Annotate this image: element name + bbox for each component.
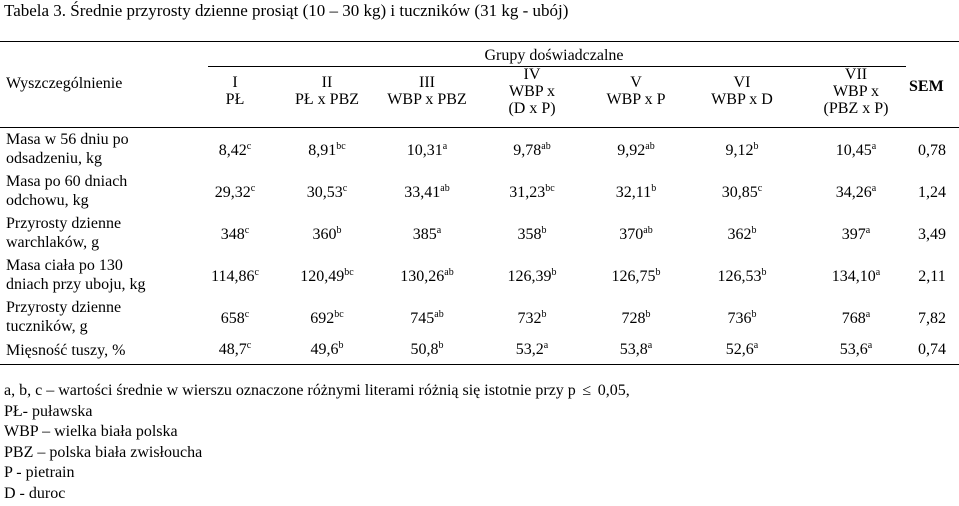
significance-letter: ab [643, 225, 653, 236]
sem-value: 7,82 [918, 310, 946, 327]
significance-letter: c [244, 309, 250, 320]
table-cell [313, 226, 342, 244]
table-cell [307, 184, 347, 202]
row-label [6, 256, 146, 294]
footnote-wbp: WBP – wielka biała polska [4, 423, 178, 440]
table-cell [616, 184, 656, 202]
cell-value: 114,86 [211, 268, 255, 285]
footnote-pl: PŁ- puławska [4, 402, 93, 420]
cell-value: 30,85 [721, 184, 758, 201]
cell-value: 130,26 [400, 268, 445, 285]
cell-value: 126,39 [507, 268, 552, 285]
row-label [6, 298, 121, 336]
significance-letter: ab [541, 141, 551, 152]
cell-value: 53,8 [619, 341, 648, 358]
cell-value: 53,6 [839, 341, 868, 358]
group-header-4-line2: WBP x [508, 83, 556, 100]
cell-value: 8,91 [308, 142, 337, 159]
significance-letter: c [246, 141, 252, 152]
cell-value: 362 [727, 226, 752, 243]
table-cell [726, 341, 758, 359]
significance-letter: a [543, 340, 549, 351]
table-caption: Tabela 3. Średnie przyrosty dzienne prosiąt (10 – 30 kg) i tuczników (31 kg - ubój) [4, 1, 569, 20]
cell-value: 745 [410, 310, 435, 327]
table-cell [622, 310, 651, 328]
table-cell [411, 341, 444, 359]
significance-letter: a [871, 183, 877, 194]
cell-value: 34,26 [835, 184, 872, 201]
significance-letter: a [867, 340, 873, 351]
group-header-4-line1: IV [523, 66, 541, 83]
group-header-6-line1: VI [733, 74, 751, 91]
table-cell [221, 226, 249, 244]
significance-letter: a [436, 225, 442, 236]
cell-value: 9,12 [725, 142, 754, 159]
table-cell [836, 142, 876, 160]
row-label-label2: odsadzeniu, kg [6, 150, 102, 167]
group-header-4-line3: (D x P) [508, 100, 556, 117]
sem-value: 3,49 [918, 226, 946, 243]
group-header-5 [607, 74, 666, 108]
significance-letter: b [338, 340, 344, 351]
significance-letter: bc [545, 183, 555, 194]
group-header-1-line2: PŁ [225, 91, 245, 108]
table-cell [722, 184, 762, 202]
group-header-1-line1: I [232, 74, 238, 91]
group-header-2-line2: PŁ x PBZ [294, 91, 360, 108]
significance-letter: b [655, 267, 661, 278]
table-cell [842, 310, 870, 328]
cell-value: 33,41 [404, 184, 441, 201]
cell-value: 397 [841, 226, 866, 243]
sem-value: 1,24 [918, 184, 946, 201]
group-header-5-line2: WBP x P [606, 91, 666, 108]
less-equal-symbol: ≤ [582, 382, 592, 399]
table-cell [407, 142, 447, 160]
table-cell [410, 310, 443, 328]
footnotes [4, 381, 630, 504]
cell-value: 126,53 [717, 268, 762, 285]
table-cell [219, 142, 251, 160]
table-cell [726, 142, 759, 160]
table-cell [728, 226, 757, 244]
group-header-7-line2: WBP x [832, 83, 880, 100]
table-cell [840, 341, 872, 359]
significance-letter: b [551, 267, 557, 278]
significance-letter: a [647, 340, 653, 351]
cell-value: 358 [517, 226, 542, 243]
footnote-pbz: PBZ – polska biała zwisłoucha [4, 443, 203, 461]
table-cell [400, 268, 453, 286]
group-title-rule [208, 66, 906, 67]
significance-letter: c [244, 225, 250, 236]
table-top-rule [0, 41, 959, 42]
table-cell [413, 226, 441, 244]
row-label-label1: Przyrosty dzienne [6, 215, 122, 232]
cell-value: 50,8 [410, 341, 439, 358]
header-bottom-rule [0, 127, 959, 128]
significance-letter: a [875, 267, 881, 278]
significance-letter: c [246, 340, 252, 351]
group-header-6-line2: WBP x D [711, 91, 773, 108]
table-cell [832, 268, 880, 286]
table-cell [617, 142, 654, 160]
group-header-6 [711, 74, 773, 108]
cell-value: 9,92 [617, 142, 646, 159]
cell-value: 49,6 [310, 341, 339, 358]
group-header-3 [387, 74, 466, 108]
footnote-significance [4, 381, 630, 402]
cell-value: 126,75 [611, 268, 656, 285]
table-cell [300, 268, 353, 286]
cell-value: 348 [220, 226, 245, 243]
table-cell [221, 310, 249, 328]
table-cell [836, 184, 876, 202]
cell-value: 385 [412, 226, 437, 243]
cell-value: 692 [310, 310, 335, 327]
significance-letter: c [254, 267, 259, 278]
row-label-label2: tuczników, g [6, 318, 88, 335]
cell-value: 732 [517, 310, 542, 327]
significance-letter: ab [434, 309, 444, 320]
significance-letter: b [651, 183, 657, 194]
cell-value: 370 [619, 226, 644, 243]
row-label [6, 214, 121, 252]
footnote-d: D - duroc [4, 484, 66, 502]
cell-value: 29,32 [214, 184, 251, 201]
cell-value: 728 [621, 310, 646, 327]
sem-value: 0,74 [918, 341, 946, 358]
row-label-label1: Masa ciała po 130 [6, 257, 123, 274]
table-cell [310, 310, 343, 328]
group-header-2 [295, 74, 359, 108]
table-cell [513, 142, 550, 160]
cell-value: 10,45 [835, 142, 872, 159]
significance-letter: b [645, 309, 651, 320]
cell-value: 53,2 [515, 341, 544, 358]
row-header-label: Wyszczególnienie [6, 75, 123, 92]
significance-letter: a [442, 141, 448, 152]
cell-value: 768 [841, 310, 866, 327]
significance-letter: a [865, 309, 871, 320]
group-title: Grupy doświadczalne [484, 47, 624, 64]
row-label [6, 341, 125, 360]
significance-letter: b [336, 225, 342, 236]
group-header-3-line1: III [419, 74, 435, 91]
significance-letter: b [761, 267, 767, 278]
cell-value: 736 [727, 310, 752, 327]
row-label-label1: Przyrosty dzienne [6, 299, 122, 316]
group-header-7-line3: (PBZ x P) [823, 100, 889, 117]
group-header-3-line2: WBP x PBZ [387, 91, 467, 108]
group-header-2-line1: II [321, 74, 333, 91]
table-cell [211, 268, 259, 286]
row-label-label2: odchowu, kg [6, 192, 89, 209]
significance-letter: b [751, 225, 757, 236]
cell-value: 48,7 [218, 341, 247, 358]
significance-letter: b [541, 309, 547, 320]
significance-letter: b [753, 141, 759, 152]
table-cell [516, 341, 548, 359]
table-cell [509, 184, 554, 202]
sem-header: SEM [909, 78, 944, 95]
table-cell [219, 341, 251, 359]
table-cell [308, 142, 345, 160]
significance-letter: bc [334, 309, 344, 320]
significance-letter: bc [336, 141, 346, 152]
cell-value: 658 [220, 310, 245, 327]
group-header-5-line1: V [630, 74, 642, 91]
row-label-label2: dniach przy uboju, kg [6, 276, 146, 293]
group-header-7 [824, 66, 889, 117]
table-cell [518, 310, 547, 328]
group-header-1 [226, 74, 245, 108]
table-cell [718, 268, 767, 286]
table-cell [404, 184, 449, 202]
significance-letter: b [541, 225, 547, 236]
cell-value: 8,42 [218, 142, 247, 159]
table-cell [620, 341, 652, 359]
row-label-label2: warchlaków, g [6, 234, 100, 251]
row-label [6, 172, 127, 210]
footnote-threshold: 0,05, [597, 382, 630, 399]
row-label [6, 130, 129, 168]
significance-letter: bc [344, 267, 354, 278]
table-cell [215, 184, 255, 202]
significance-letter: ab [444, 267, 454, 278]
cell-value: 9,78 [513, 142, 542, 159]
cell-value: 134,10 [831, 268, 876, 285]
table-cell [508, 268, 557, 286]
table-bottom-rule [0, 364, 959, 365]
row-label-label1: Masa po 60 dniach [6, 173, 128, 190]
row-label-label1: Masa w 56 dniu po [6, 131, 129, 148]
significance-letter: c [757, 183, 763, 194]
footnote-p: P - pietrain [4, 464, 75, 481]
cell-value: 10,31 [406, 142, 443, 159]
cell-value: 52,6 [725, 341, 754, 358]
significance-letter: ab [645, 141, 655, 152]
significance-letter: a [871, 141, 877, 152]
cell-value: 120,49 [300, 268, 345, 285]
table-cell [311, 341, 344, 359]
table-cell [842, 226, 870, 244]
sem-value: 0,78 [918, 142, 946, 159]
significance-letter: c [342, 183, 348, 194]
cell-value: 31,23 [509, 184, 546, 201]
table-cell [612, 268, 661, 286]
significance-letter: a [753, 340, 759, 351]
group-header-4 [508, 66, 555, 117]
significance-letter: a [865, 225, 871, 236]
cell-value: 360 [312, 226, 337, 243]
significance-letter: ab [440, 183, 450, 194]
row-label-label1: Mięsność tuszy, % [6, 342, 126, 359]
table-cell [619, 226, 652, 244]
cell-value: 30,53 [306, 184, 343, 201]
table-cell [518, 226, 547, 244]
cell-value: 32,11 [615, 184, 652, 201]
significance-letter: c [250, 183, 256, 194]
sem-value: 2,11 [918, 268, 946, 285]
group-header-7-line1: VII [844, 66, 868, 83]
significance-letter: b [438, 340, 444, 351]
table-cell [728, 310, 757, 328]
footnote-significance-text: a, b, c – wartości średnie w wierszu oznaczone różnymi literami różnią się istotnie przy p [4, 382, 576, 399]
significance-letter: b [751, 309, 757, 320]
